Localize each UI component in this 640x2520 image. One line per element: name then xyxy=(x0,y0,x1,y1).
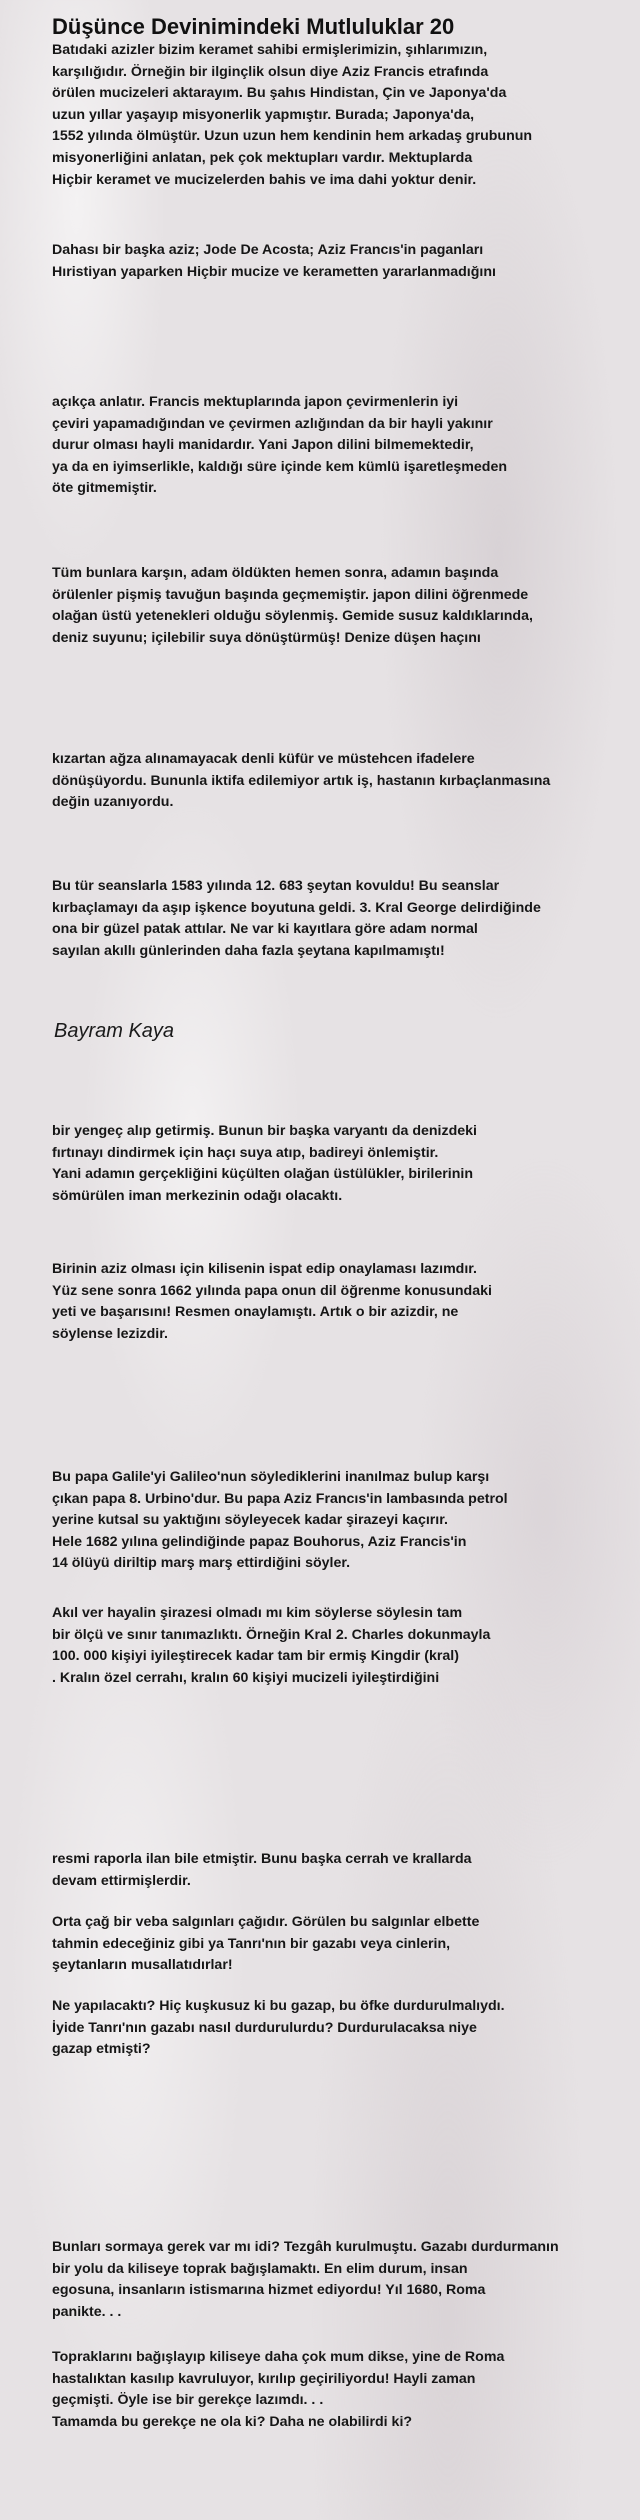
paragraph-12 xyxy=(52,1912,640,1977)
text-line: İyide Tanrı'nın gazabı nasıl durdurulurdu? Durdurulacaksa niye xyxy=(52,2019,477,2036)
text-line: örülen mucizeleri aktarayım. Bu şahıs Hindistan, Çin ve Japonya'da xyxy=(52,85,507,102)
text-line: olağan üstü yetenekleri olduğu söylenmiş. Gemide susuz kaldıklarında, xyxy=(52,608,533,625)
text-line: bir yolu da kiliseye toprak bağışlamaktı. En elim durum, insan xyxy=(52,2260,468,2277)
article-title: Düşünce Devinimindeki Mutluluklar 20 xyxy=(52,14,455,39)
text-line: panikte. . . xyxy=(52,2303,122,2320)
text-line: misyonerliğini anlatan, pek çok mektupları vardır. Mektuplarda xyxy=(52,149,473,166)
paragraph-6 xyxy=(52,876,640,962)
text-line: hastalıktan kasılıp kavruluyor, kırılıp geçiriliyordu! Hayli zaman xyxy=(52,2370,476,2387)
text-line: gazap etmişti? xyxy=(52,2041,151,2058)
paragraph-15 xyxy=(52,2347,640,2433)
text-line: devam ettirmişlerdir. xyxy=(52,1872,191,1889)
text-line: uzun yıllar yaşayıp misyonerlik yapmıştır. Burada; Japonya'da, xyxy=(52,106,475,123)
text-line: fırtınayı dindirmek için haçı suya atıp, badireyi önlemiştir. xyxy=(52,1144,439,1161)
text-line: Ne yapılacaktı? Hiç kuşkusuz ki bu gazap, bu öfke durdurulmalıydı. xyxy=(52,1998,505,2014)
text-line: resmi raporla ilan bile etmiştir. Bunu başka cerrah ve krallarda xyxy=(52,1851,472,1867)
paragraph-11 xyxy=(52,1849,640,1892)
text-line: yerine kutsal su yaktığını söyleyecek kadar şirazeyi kaçırır. xyxy=(52,1512,448,1529)
text-line: Dahası bir başka aziz; Jode De Acosta; Aziz Francıs'in paganları xyxy=(52,242,484,258)
text-line: kızartan ağza alınamayacak denli küfür ve müstehcen ifadelere xyxy=(52,751,475,767)
text-line: dönüşüyordu. Bununla iktifa edilemiyor artık iş, hastanın kırbaçlanmasına xyxy=(52,772,551,789)
text-line: sömürülen iman merkezinin odağı olacaktı. xyxy=(52,1187,343,1204)
paragraph-9 xyxy=(52,1467,640,1575)
text-line: çıkan papa 8. Urbino'dur. Bu papa Aziz Francıs'in lambasında petrol xyxy=(52,1490,508,1507)
text-line: şeytanların musallatıdırlar! xyxy=(52,1957,233,1974)
text-line: Birinin aziz olması için kilisenin ispat edip onaylaması lazımdır. xyxy=(52,1261,477,1277)
text-line: Bu tür seanslarla 1583 yılında 12. 683 şeytan kovuldu! Bu seanslar xyxy=(52,878,500,894)
paragraph-8 xyxy=(52,1259,640,1345)
text-line: deniz suyunu; içilebilir suya dönüştürmüş! Denize düşen haçını xyxy=(52,629,481,646)
text-line: 100. 000 kişiyi iyileştirecek kadar tam bir ermiş Kingdir (kral) xyxy=(52,1648,459,1665)
paragraph-2 xyxy=(52,240,640,283)
text-line: Hiçbir keramet ve mucizelerden bahis ve ima dahi yoktur denir. xyxy=(52,171,477,188)
text-line: bir ölçü ve sınır tanımazlıktı. Örneğin Kral 2. Charles dokunmayla xyxy=(52,1626,491,1643)
author-name: Bayram Kaya xyxy=(54,1020,175,1042)
text-line: egosuna, insanların istismarına hizmet ediyordu! Yıl 1680, Roma xyxy=(52,2282,486,2299)
text-line: 1552 yılında ölmüştür. Uzun uzun hem kendinin hem arkadaş grubunun xyxy=(52,128,533,145)
text-line: 14 ölüyü diriltip marş marş ettirdiğini söyler. xyxy=(52,1555,351,1572)
text-line: karşılığıdır. Örneğin bir ilginçlik olsun diye Aziz Francis etrafında xyxy=(52,63,489,80)
paragraph-14 xyxy=(52,2237,640,2323)
text-line: Orta çağ bir veba salgınları çağıdır. Görülen bu salgınlar elbette xyxy=(52,1914,480,1930)
text-line: Bunları sormaya gerek var mı idi? Tezgâh kurulmuştu. Gazabı durdurmanın xyxy=(52,2239,559,2255)
text-line: Yüz sene sonra 1662 yılında papa onun dil öğrenme konusundaki xyxy=(52,1282,492,1299)
paragraph-4 xyxy=(52,563,640,649)
text-line: öte gitmemiştir. xyxy=(52,480,157,497)
text-line: Akıl ver hayalin şirazesi olmadı mı kim söylerse söylesin tam xyxy=(52,1605,463,1621)
text-line: Hele 1682 yılına gelindiğinde papaz Bouhorus, Aziz Francis'in xyxy=(52,1533,467,1550)
text-line: Batıdaki azizler bizim keramet sahibi ermişlerimizin, şıhlarımızın, xyxy=(52,42,488,58)
text-line: açıkça anlatır. Francis mektuplarında japon çevirmenlerin iyi xyxy=(52,394,459,410)
text-line: çeviri yapamadığından ve çevirmen azlığından da bir hayli yakınır xyxy=(52,415,493,432)
text-line: geçmişti. Öyle ise bir gerekçe lazımdı. . . xyxy=(52,2392,324,2409)
text-line: kırbaçlamayı da aşıp işkence boyutuna geldi. 3. Kral George delirdiğinde xyxy=(52,899,541,916)
text-line: Tamamda bu gerekçe ne ola ki? Daha ne olabilirdi ki? xyxy=(52,2413,413,2430)
text-line: tahmin edeceğiniz gibi ya Tanrı'nın bir gazabı veya cinlerin, xyxy=(52,1935,451,1952)
paragraph-10 xyxy=(52,1603,640,1689)
paragraph-1 xyxy=(52,40,640,191)
text-line: ona bir güzel patak attılar. Ne var ki kayıtlara göre adam normal xyxy=(52,921,478,938)
text-line: bir yengeç alıp getirmiş. Bunun bir başka varyantı da denizdeki xyxy=(52,1123,477,1139)
text-line: söylense lezizdir. xyxy=(52,1325,168,1342)
text-line: Yani adamın gerçekliğini küçülten olağan üstülükler, birilerinin xyxy=(52,1166,474,1183)
paragraph-13 xyxy=(52,1996,640,2061)
text-line: sayılan akıllı günlerinden daha fazla şeytana kapılmamıştı! xyxy=(52,942,445,959)
text-line: değin uzanıyordu. xyxy=(52,794,174,811)
text-line: Topraklarını bağışlayıp kiliseye daha çok mum dikse, yine de Roma xyxy=(52,2349,505,2365)
paragraph-5 xyxy=(52,749,640,814)
text-line: Bu papa Galile'yi Galileo'nun söylediklerini inanılmaz bulup karşı xyxy=(52,1469,490,1485)
text-line: yeti ve başarısını! Resmen onaylamıştı. Artık o bir azizdir, ne xyxy=(52,1304,459,1321)
text-line: Hıristiyan yaparken Hiçbir mucize ve kerametten yararlanmadığını xyxy=(52,263,496,280)
text-line: örülenler pişmiş tavuğun başında geçmemiştir. japon dilini öğrenmede xyxy=(52,586,529,603)
text-line: ya da en iyimserlikle, kaldığı süre içinde kem kümlü işaretleşmeden xyxy=(52,458,507,475)
paragraph-3 xyxy=(52,392,640,500)
paragraph-7 xyxy=(52,1121,640,1207)
text-line: durur olması hayli manidardır. Yani Japon dilini bilmemektedir, xyxy=(52,437,474,454)
text-line: Tüm bunlara karşın, adam öldükten hemen sonra, adamın başında xyxy=(52,565,499,581)
text-line: . Kralın özel cerrahı, kralın 60 kişiyi mucizeli iyileştirdiğini xyxy=(52,1669,440,1686)
